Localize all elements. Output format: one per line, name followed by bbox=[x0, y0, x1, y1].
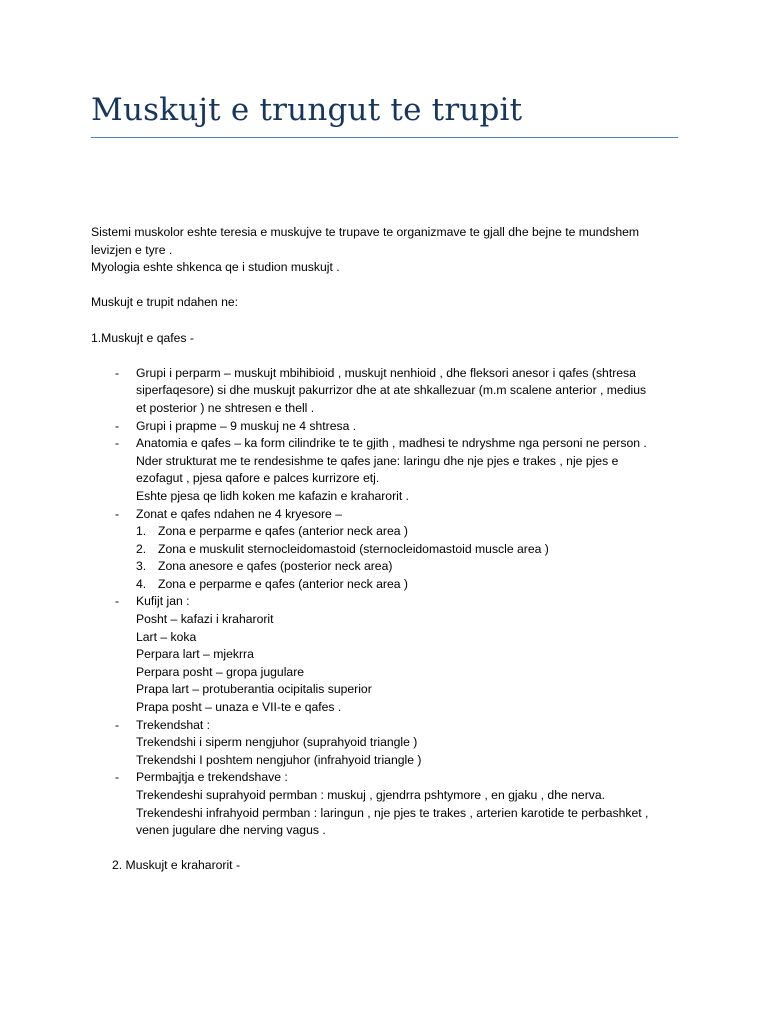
bullet-line: Grupi i perparm – muskujt mbihibioid , muskujt nenhioid , dhe fleksori anesor i qafes (shtresa bbox=[136, 365, 636, 380]
title-underline bbox=[91, 137, 678, 138]
bullet-line: venen jugulare dhe nerving vagus . bbox=[136, 823, 326, 838]
bullet-dash: - bbox=[115, 594, 120, 609]
bullet-line: Lart – koka bbox=[136, 629, 197, 644]
bullet-line: Permbajtja e trekendshave : bbox=[136, 770, 288, 785]
bullet-line: Trekendshi i siperm nengjuhor (suprahyoid triangle ) bbox=[136, 735, 418, 750]
bullet-line: Kufijt jan : bbox=[136, 594, 190, 609]
section-1-heading: 1.Muskujt e qafes - bbox=[91, 330, 194, 345]
zone-item bbox=[136, 541, 691, 559]
bullet-line: Eshte pjesa qe lidh koken me kafazin e kraharorit . bbox=[136, 488, 410, 503]
zone-text: Zona e muskulit sternocleidomastoid (sternocleidomastoid muscle area ) bbox=[158, 541, 549, 556]
intro-line: levizjen e tyre . bbox=[91, 242, 173, 257]
zones-numbered-list bbox=[136, 523, 691, 593]
page-title: Muskujt e trungut te trupit bbox=[91, 92, 523, 128]
bullet-line: Posht – kafazi i kraharorit bbox=[136, 612, 274, 627]
bullet-line: Perpara lart – mjekrra bbox=[136, 647, 254, 662]
zone-item bbox=[136, 523, 691, 541]
intro-paragraph bbox=[91, 224, 691, 277]
bullet-front-group bbox=[91, 365, 691, 418]
bullet-neck-anatomy bbox=[91, 435, 691, 505]
zone-number: 2. bbox=[136, 541, 147, 556]
zone-number: 4. bbox=[136, 576, 147, 591]
document-body bbox=[91, 224, 691, 875]
division-heading: Muskujt e trupit ndahen ne: bbox=[91, 295, 239, 310]
bullet-line: Zonat e qafes ndahen ne 4 kryesore – bbox=[136, 506, 342, 521]
bullet-dash: - bbox=[115, 436, 120, 451]
bullet-line: Grupi i prapme – 9 muskuj ne 4 shtresa . bbox=[136, 418, 357, 433]
bullet-line: Trekendeshi infrahyoid permban : laringun , nje pjes te trakes , arterien karotide te perbashket , bbox=[136, 805, 649, 820]
bullet-line: Prapa posht – unaza e VII-te e qafes . bbox=[136, 700, 342, 715]
bullet-line: Trekendeshi suprahyoid permban : muskuj , gjendrra pshtymore , en gjaku , dhe nerva. bbox=[136, 788, 606, 802]
bullet-line: Anatomia e qafes – ka form cilindrike te te gjith , madhesi te ndryshme nga personi ne person . bbox=[136, 436, 647, 451]
bullet-line: siperfaqesore) si dhe muskujt pakurrizor dhe at ate shkallezuar (m.m scalene anterior , medius bbox=[136, 383, 647, 398]
bullet-neck-boundaries bbox=[91, 593, 691, 716]
bullet-line: Trekendshat : bbox=[136, 717, 211, 732]
bullet-dash: - bbox=[115, 365, 120, 380]
bullet-dash: - bbox=[115, 770, 120, 785]
intro-line: Myologia eshte shkenca qe i studion muskujt . bbox=[91, 260, 340, 275]
bullet-dash: - bbox=[115, 506, 120, 521]
zone-text: Zona anesore e qafes (posterior neck area) bbox=[158, 559, 393, 574]
bullet-line: Trekendshi I poshtem nengjuhor (infrahyoid triangle ) bbox=[136, 752, 422, 767]
zone-number: 3. bbox=[136, 559, 147, 574]
intro-line: Sistemi muskolor eshte teresia e muskujve te trupave te organizmave te gjall dhe bejne te mundshem bbox=[91, 225, 640, 239]
bullet-neck-zones bbox=[91, 506, 691, 594]
bullet-line: ezofagut , pjesa qafore e palces kurrizore etj. bbox=[136, 471, 380, 486]
bullet-triangles bbox=[91, 717, 691, 770]
zone-item bbox=[136, 558, 691, 576]
bullet-triangle-contents bbox=[91, 769, 691, 839]
section-2-heading: 2. Muskujt e kraharorit - bbox=[112, 858, 241, 873]
bullet-back-group bbox=[91, 418, 691, 436]
bullet-line: et posterior ) ne shtresen e thell . bbox=[136, 400, 315, 415]
bullet-line: Prapa lart – protuberantia ocipitalis superior bbox=[136, 682, 372, 697]
neck-bullet-list bbox=[91, 365, 691, 840]
bullet-dash: - bbox=[115, 418, 120, 433]
zone-text: Zona e perparme e qafes (anterior neck area ) bbox=[158, 524, 408, 539]
bullet-line: Nder strukturat me te rendesishme te qafes jane: laringu dhe nje pjes e trakes , nje pjes e bbox=[136, 453, 619, 468]
zone-text: Zona e perparme e qafes (anterior neck area ) bbox=[158, 576, 408, 591]
bullet-line: Perpara posht – gropa jugulare bbox=[136, 664, 305, 679]
zone-number: 1. bbox=[136, 524, 147, 539]
zone-item bbox=[136, 576, 691, 594]
bullet-dash: - bbox=[115, 717, 120, 732]
